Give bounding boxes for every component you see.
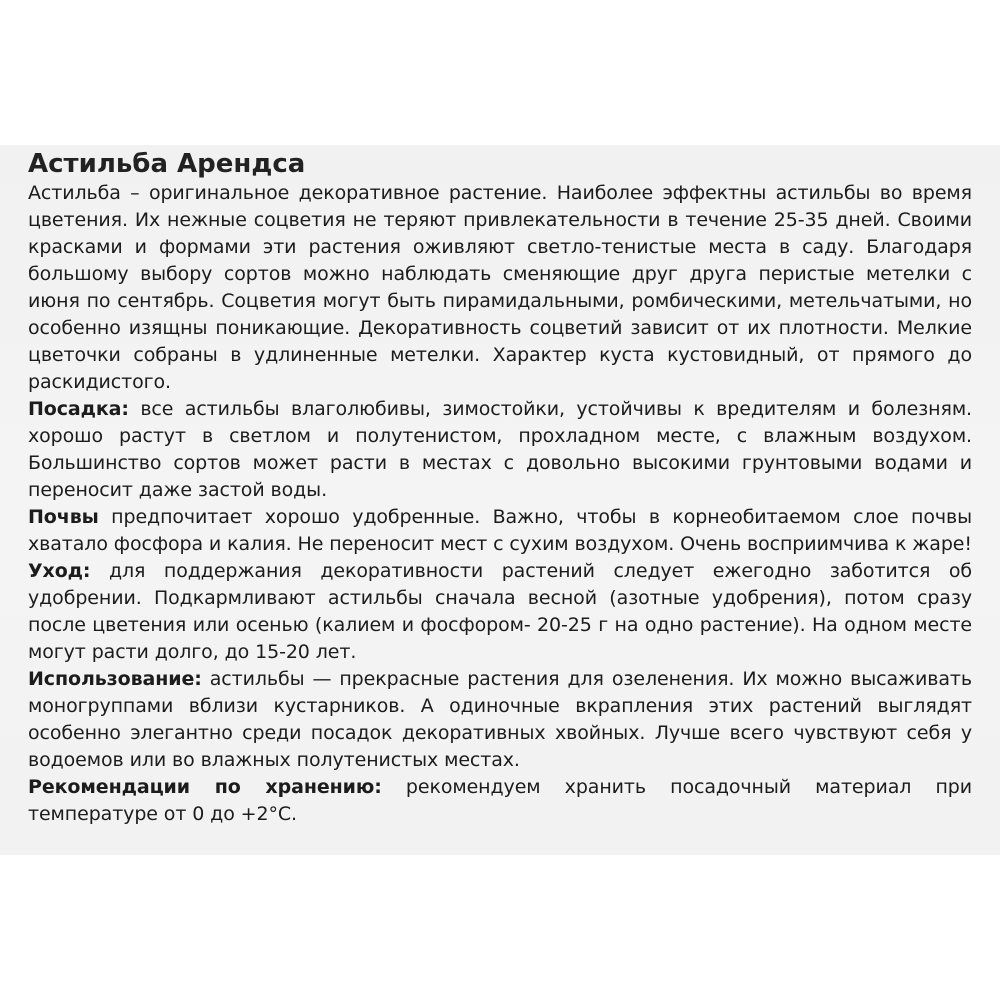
care-text: для поддержания декоративности растений следует ежегодно заботится об удобрении. Подкармливают астильбы сначала весной (азотные удобрения), потом сразу после цветения или осенью (калием и фосфором- 20-25 г на одно растение). На одном месте могут расти долго, до 15-20 лет. bbox=[28, 560, 972, 663]
care-label: Уход: bbox=[28, 560, 91, 582]
usage-label: Использование: bbox=[28, 668, 202, 690]
care-section bbox=[28, 558, 972, 666]
product-description bbox=[28, 148, 972, 828]
soil-text: предпочитает хорошо удобренные. Важно, чтобы в корнеобитаемом слое почвы хватало фосфора и калия. Не переносит мест с сухим воздухом. Очень восприимчива к жаре! bbox=[28, 506, 972, 555]
usage-text: астильбы — прекрасные растения для озеленения. Их можно высаживать моногруппами вблизи кустарников. А одиночные вкрапления этих растений выглядят особенно элегантно среди посадок декоративных хвойных. Лучше всего чувствуют себя у водоемов или во влажных полутенистых местах. bbox=[28, 668, 972, 771]
usage-section bbox=[28, 666, 972, 774]
storage-section bbox=[28, 774, 972, 828]
storage-text: рекомендуем хранить посадочный материал при температуре от 0 до +2°С. bbox=[28, 776, 973, 825]
storage-label: Рекомендации по хранению: bbox=[28, 776, 382, 798]
soil-section bbox=[28, 504, 972, 558]
planting-text: все астильбы влаголюбивы, зимостойки, устойчивы к вредителям и болезням. хорошо растут в светлом и полутенистом, прохладном месте, с влажным воздухом. Большинство сортов может расти в местах с довольно высокими грунтовыми водами и переносит даже застой воды. bbox=[28, 398, 972, 501]
soil-label: Почвы bbox=[28, 506, 99, 528]
intro-paragraph: Астильба – оригинальное декоративное растение. Наиболее эффектны астильбы во время цветения. Их нежные соцветия не теряют привлекательности в течение 25-35 дней. Своими красками и формами эти растения оживляют светло-тенистые места в саду. Благодаря большому выбору сортов можно наблюдать сменяющие друг друга перистые метелки с июня по сентябрь. Соцветия могут быть пирамидальными, ромбическими, метельчатыми, но особенно изящны поникающие. Декоративность соцветий зависит от их плотности. Мелкие цветочки собраны в удлиненные метелки. Характер куста кустовидный, от прямого до раскидистого. bbox=[28, 182, 972, 393]
planting-label: Посадка: bbox=[28, 398, 129, 420]
planting-section bbox=[28, 396, 972, 504]
product-title: Астильба Арендса bbox=[28, 149, 306, 179]
